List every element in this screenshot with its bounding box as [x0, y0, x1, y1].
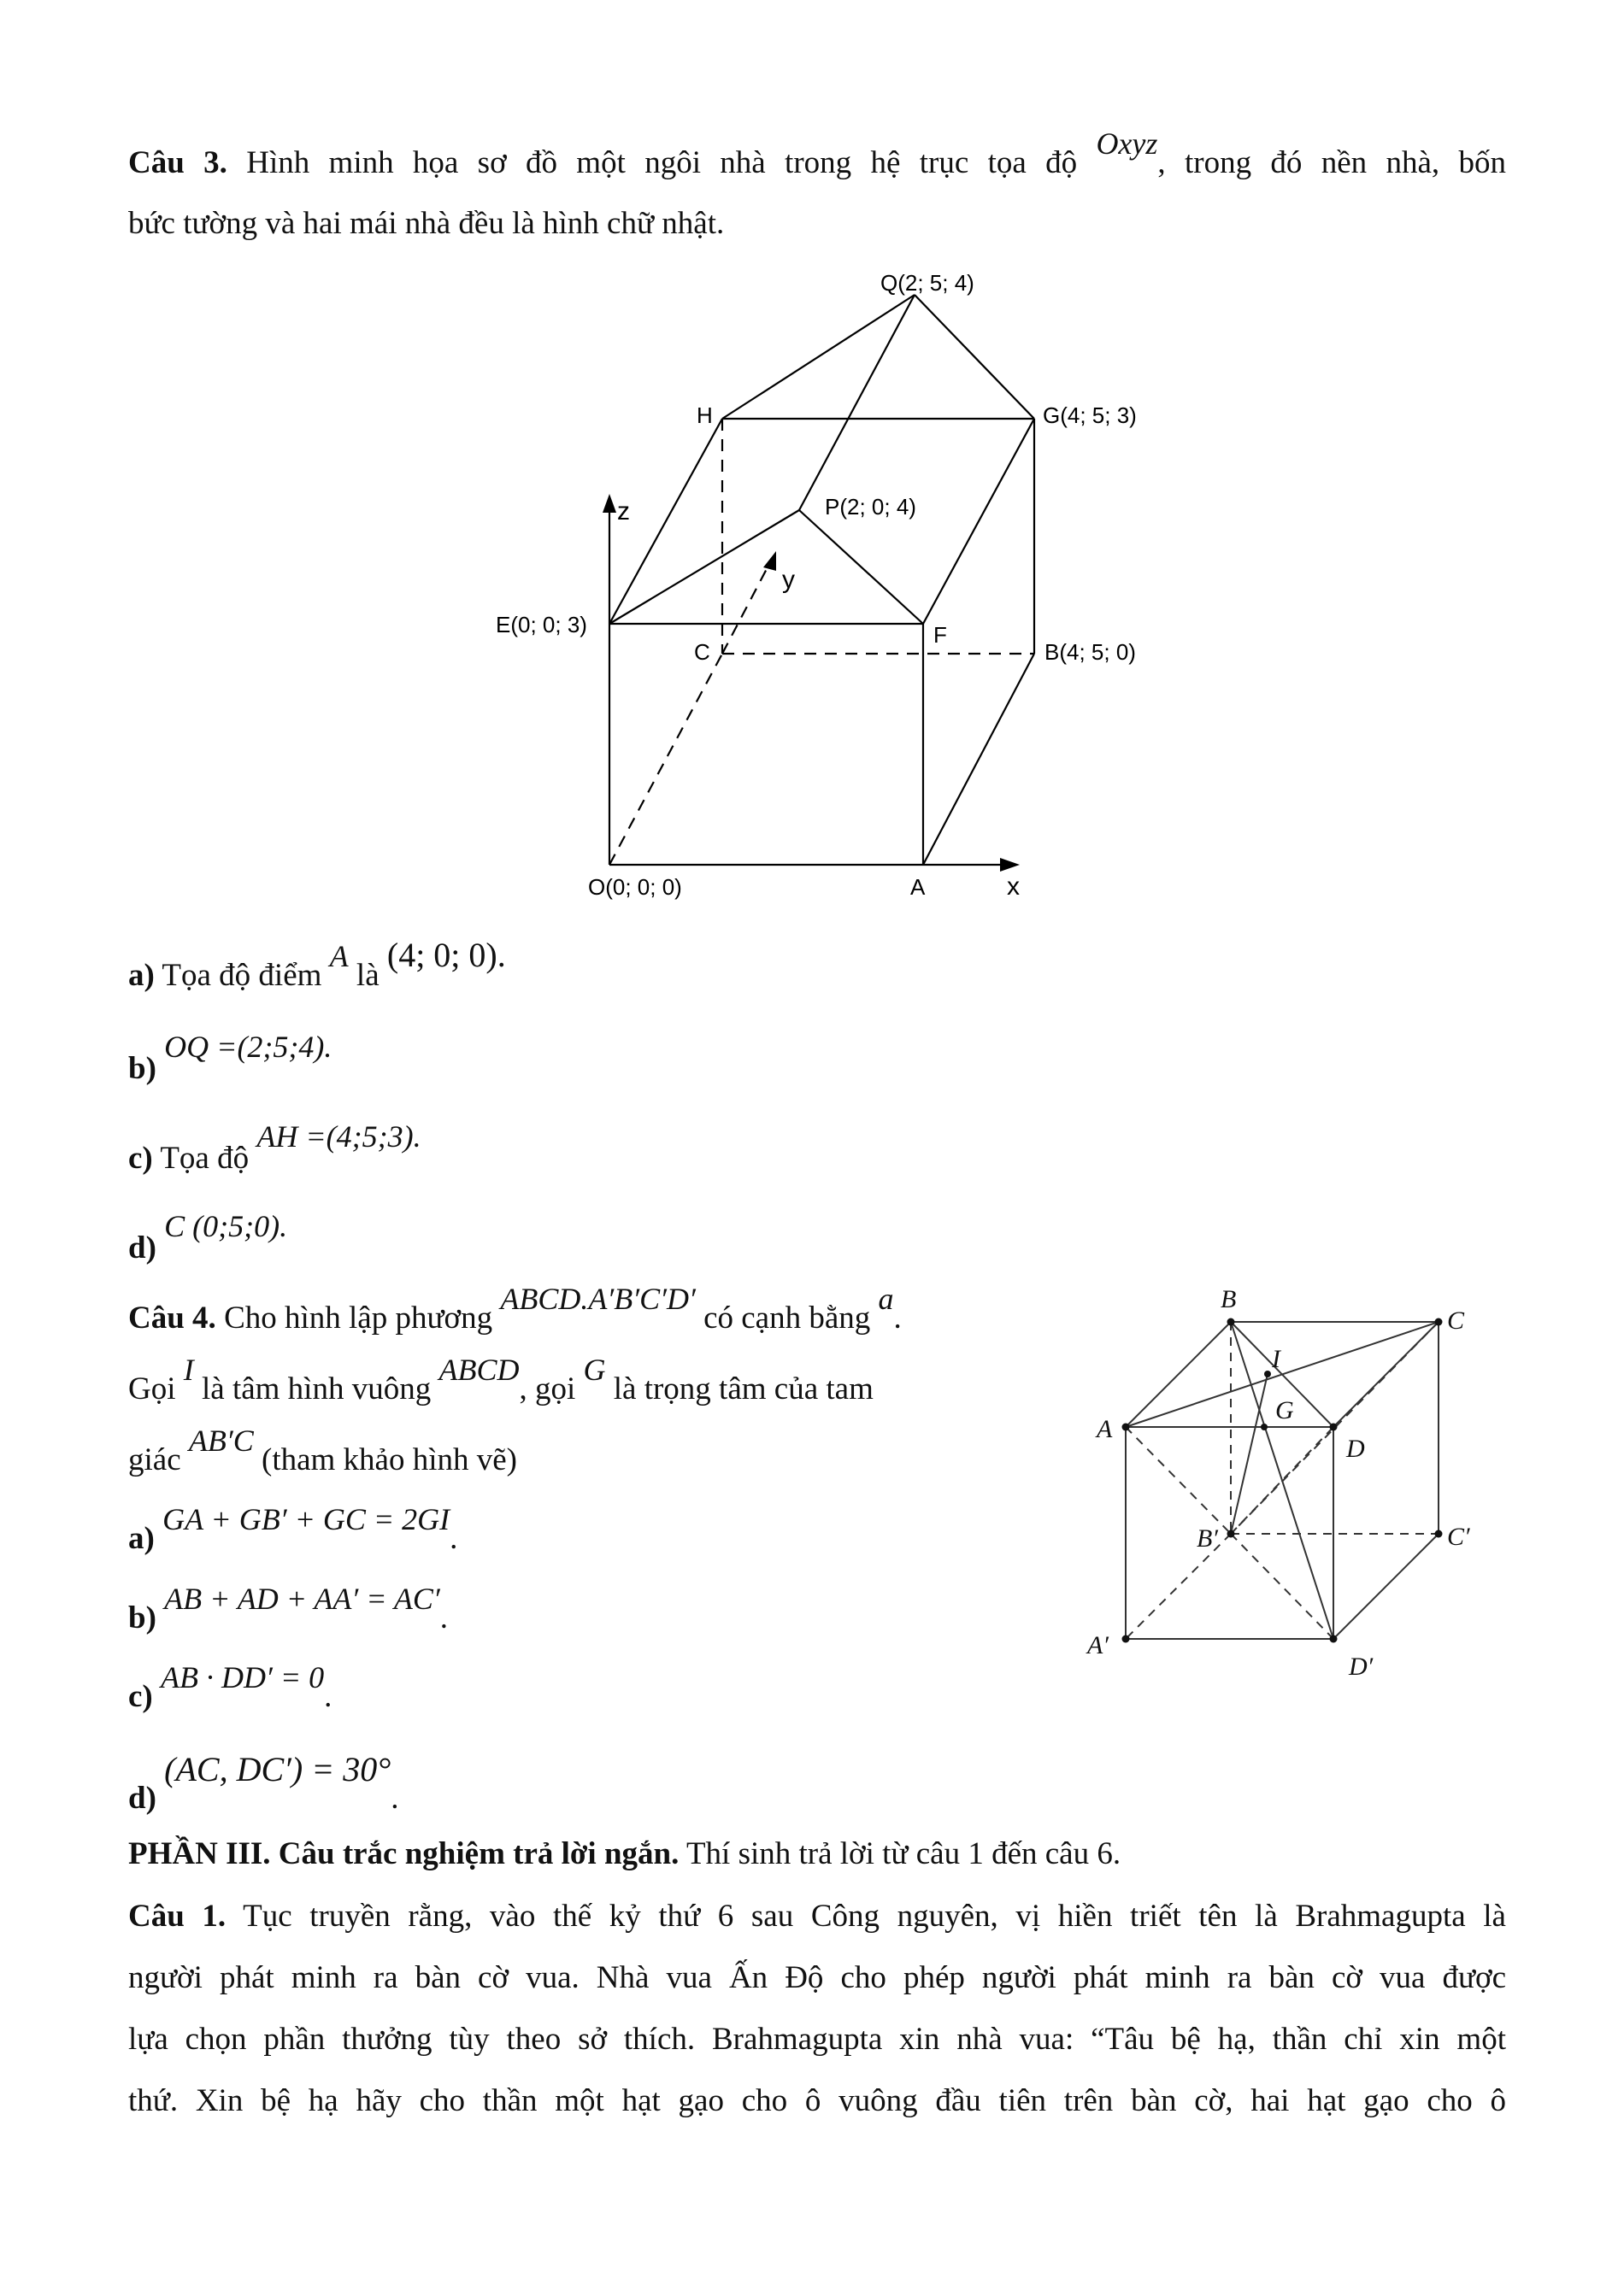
label-a: A: [910, 874, 926, 900]
cau1-line2: người phát minh ra bàn cờ vua. Nhà vua Ấn Độ cho phép người phát minh ra bàn cờ vua được: [128, 1960, 1506, 1995]
cau3-line2: bức tường và hai mái nhà đều là hình chữ nhật.: [128, 206, 725, 241]
cube-label-d: D: [1346, 1435, 1365, 1463]
cube-figure: [1068, 1273, 1496, 1692]
label-e: E(0; 0; 3): [496, 612, 587, 637]
cau3-option-d: d) C (0;5;0).: [128, 1209, 288, 1265]
cube-label-b: B: [1221, 1285, 1237, 1313]
label-h: H: [697, 402, 713, 428]
label-b: B(4; 5; 0): [1044, 639, 1136, 665]
cube-label-i: I: [1272, 1345, 1280, 1373]
cau4-label: Câu 4.: [128, 1301, 216, 1336]
cau1-label: Câu 1.: [128, 1899, 227, 1934]
cau4-option-d: d) (AC, DC′) = 30°.: [128, 1750, 399, 1816]
label-c: C: [694, 639, 710, 665]
label-p: P(2; 0; 4): [825, 494, 916, 520]
cau4-option-a: a) GA + GB′ + GC = 2GI.: [128, 1502, 458, 1556]
math-oxyz: Oxyz: [1096, 126, 1158, 161]
phan3-heading: PHẦN III. Câu trắc nghiệm trả lời ngắn. Thí sinh trả lời từ câu 1 đến câu 6.: [128, 1836, 1121, 1871]
cau4-line2: Gọi I là tâm hình vuông ABCD, gọi G là trọng tâm của tam: [128, 1353, 874, 1406]
label-q: Q(2; 5; 4): [880, 270, 974, 296]
cau4-option-c: c) AB · DD′ = 0.: [128, 1660, 332, 1714]
cube-label-a: A: [1097, 1415, 1113, 1443]
label-o: O(0; 0; 0): [588, 874, 682, 900]
cau3-option-b: b) OQ =(2;5;4).: [128, 1030, 332, 1086]
cau3-option-a: a) Tọa độ điểm A là (4; 0; 0).: [128, 936, 506, 993]
cube-label-g: G: [1275, 1396, 1294, 1424]
cau1-line1: Câu 1. Tục truyền rằng, vào thế kỷ thứ 6 sau Công nguyên, vị hiền triết tên là Brahmagupta là: [128, 1899, 1506, 1934]
cau4-line3: giác AB′C (tham khảo hình vẽ): [128, 1424, 517, 1477]
label-x: x: [1007, 872, 1020, 901]
cau3-line1: Câu 3. Hình minh họa sơ đồ một ngôi nhà trong hệ trục tọa độ Oxyz, trong đó nền nhà, bốn: [128, 126, 1506, 180]
cau1-line3: lựa chọn phần thưởng tùy theo sở thích. Brahmagupta xin nhà vua: “Tâu bệ hạ, thần chỉ xin một: [128, 2022, 1506, 2057]
cau1-line4: thứ. Xin bệ hạ hãy cho thần một hạt gạo cho ô vuông đầu tiên trên bàn cờ, hai hạt gạo cho ô: [128, 2083, 1506, 2118]
label-z: z: [617, 497, 630, 526]
label-f: F: [933, 622, 947, 648]
label-y: y: [782, 566, 795, 594]
cau4-line1: Câu 4. Cho hình lập phương ABCD.A′B′C′D′ có cạnh bằng a.: [128, 1282, 902, 1336]
label-g: G(4; 5; 3): [1043, 402, 1137, 428]
cube-label-cprime: C′: [1447, 1523, 1470, 1551]
cube-label-aprime: A′: [1087, 1631, 1109, 1659]
cau4-option-b: b) AB + AD + AA′ = AC′.: [128, 1582, 449, 1635]
cau3-label: Câu 3.: [128, 145, 227, 180]
house-coordinate-figure: [479, 265, 1162, 914]
cube-label-c: C: [1447, 1307, 1465, 1335]
cau3-option-c: c) Tọa độ AH =(4;5;3).: [128, 1119, 421, 1176]
cube-label-bprime: B′: [1197, 1524, 1218, 1553]
cube-label-dprime: D′: [1349, 1653, 1374, 1681]
